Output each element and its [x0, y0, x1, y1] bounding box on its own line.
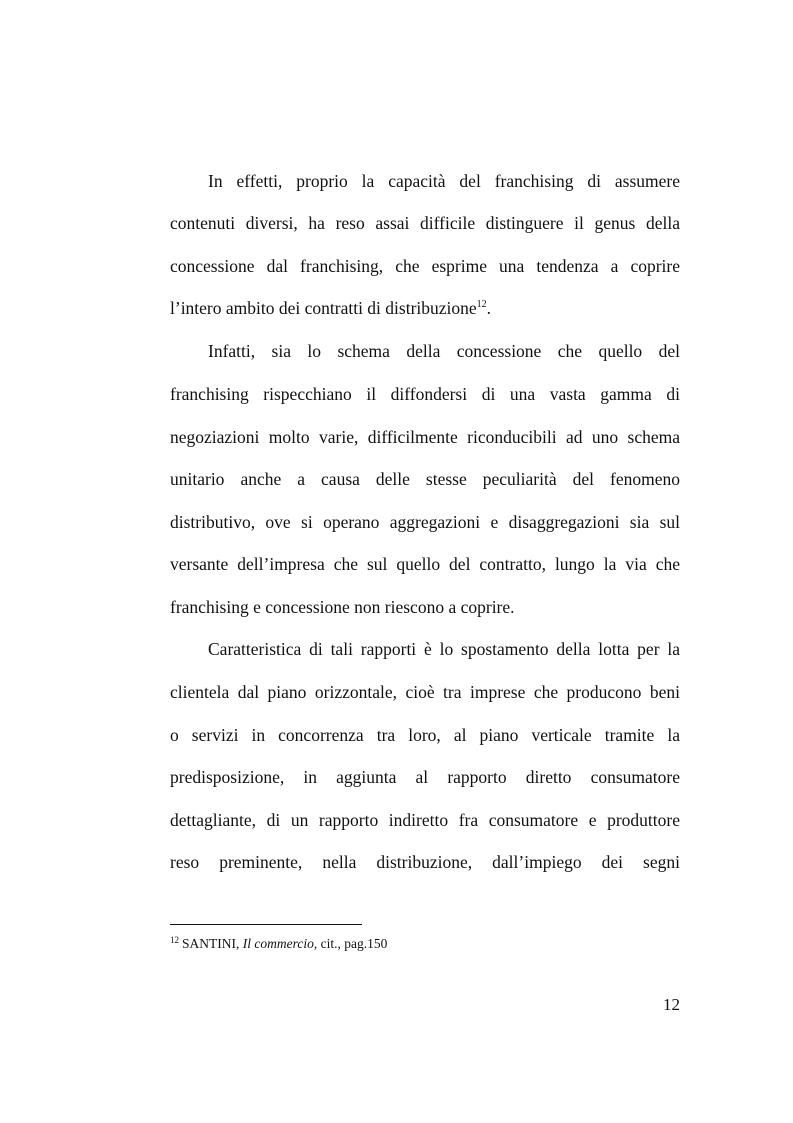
- paragraph-2-line-4: unitario anche a causa delle stesse peculiarità del fenomeno: [170, 469, 680, 489]
- paragraph-2-line-7: franchising e concessione non riescono a coprire.: [170, 597, 515, 617]
- footnote-reference[interactable]: 12: [476, 299, 487, 310]
- footnote-title: Il commercio: [242, 936, 314, 951]
- paragraph-3-line-2: clientela dal piano orizzontale, cioè tra imprese che producono beni: [170, 682, 680, 702]
- paragraph-1-line-3: concessione dal franchising, che esprime una tendenza a coprire: [170, 256, 680, 276]
- paragraph-2-line-3: negoziazioni molto varie, difficilmente riconducibili ad uno schema: [170, 427, 680, 447]
- paragraph-3-line-3: o servizi in concorrenza tra loro, al piano verticale tramite la: [170, 725, 680, 745]
- paragraph-2-line-1: Infatti, sia lo schema della concessione che quello del: [208, 341, 680, 361]
- paragraph-2-line-6: versante dell’impresa che sul quello del contratto, lungo la via che: [170, 554, 680, 574]
- paragraph-2-line-5: distributivo, ove si operano aggregazioni e disaggregazioni sia sul: [170, 512, 680, 532]
- paragraph-3-line-1: Caratteristica di tali rapporti è lo spostamento della lotta per la: [208, 639, 680, 659]
- paragraph-3-line-4: predisposizione, in aggiunta al rapporto diretto consumatore: [170, 767, 680, 787]
- paragraph-3-line-6: reso preminente, nella distribuzione, dall’impiego dei segni: [170, 852, 680, 872]
- footnote-separator: [170, 924, 362, 925]
- footnote-author: SANTINI,: [182, 936, 240, 951]
- paragraph-1-line-1: In effetti, proprio la capacità del franchising di assumere: [208, 171, 680, 191]
- footnote-number: 12: [170, 935, 179, 945]
- paragraph-1-end-punct: .: [486, 298, 492, 318]
- footnote-rest: , cit., pag.150: [313, 936, 388, 951]
- footnote: [170, 936, 387, 952]
- paragraph-2-line-2: franchising rispecchiano il diffondersi di una vasta gamma di: [170, 384, 680, 404]
- page-number: 12: [663, 995, 680, 1014]
- paragraph-1-line-2: contenuti diversi, ha reso assai difficile distinguere il genus della: [170, 213, 680, 233]
- paragraph-1-line-4: [170, 298, 680, 318]
- paragraph-1-line-4-text: l’intero ambito dei contratti di distribuzione: [170, 298, 477, 318]
- paragraph-3-line-5: dettagliante, di un rapporto indiretto fra consumatore e produttore: [170, 810, 680, 830]
